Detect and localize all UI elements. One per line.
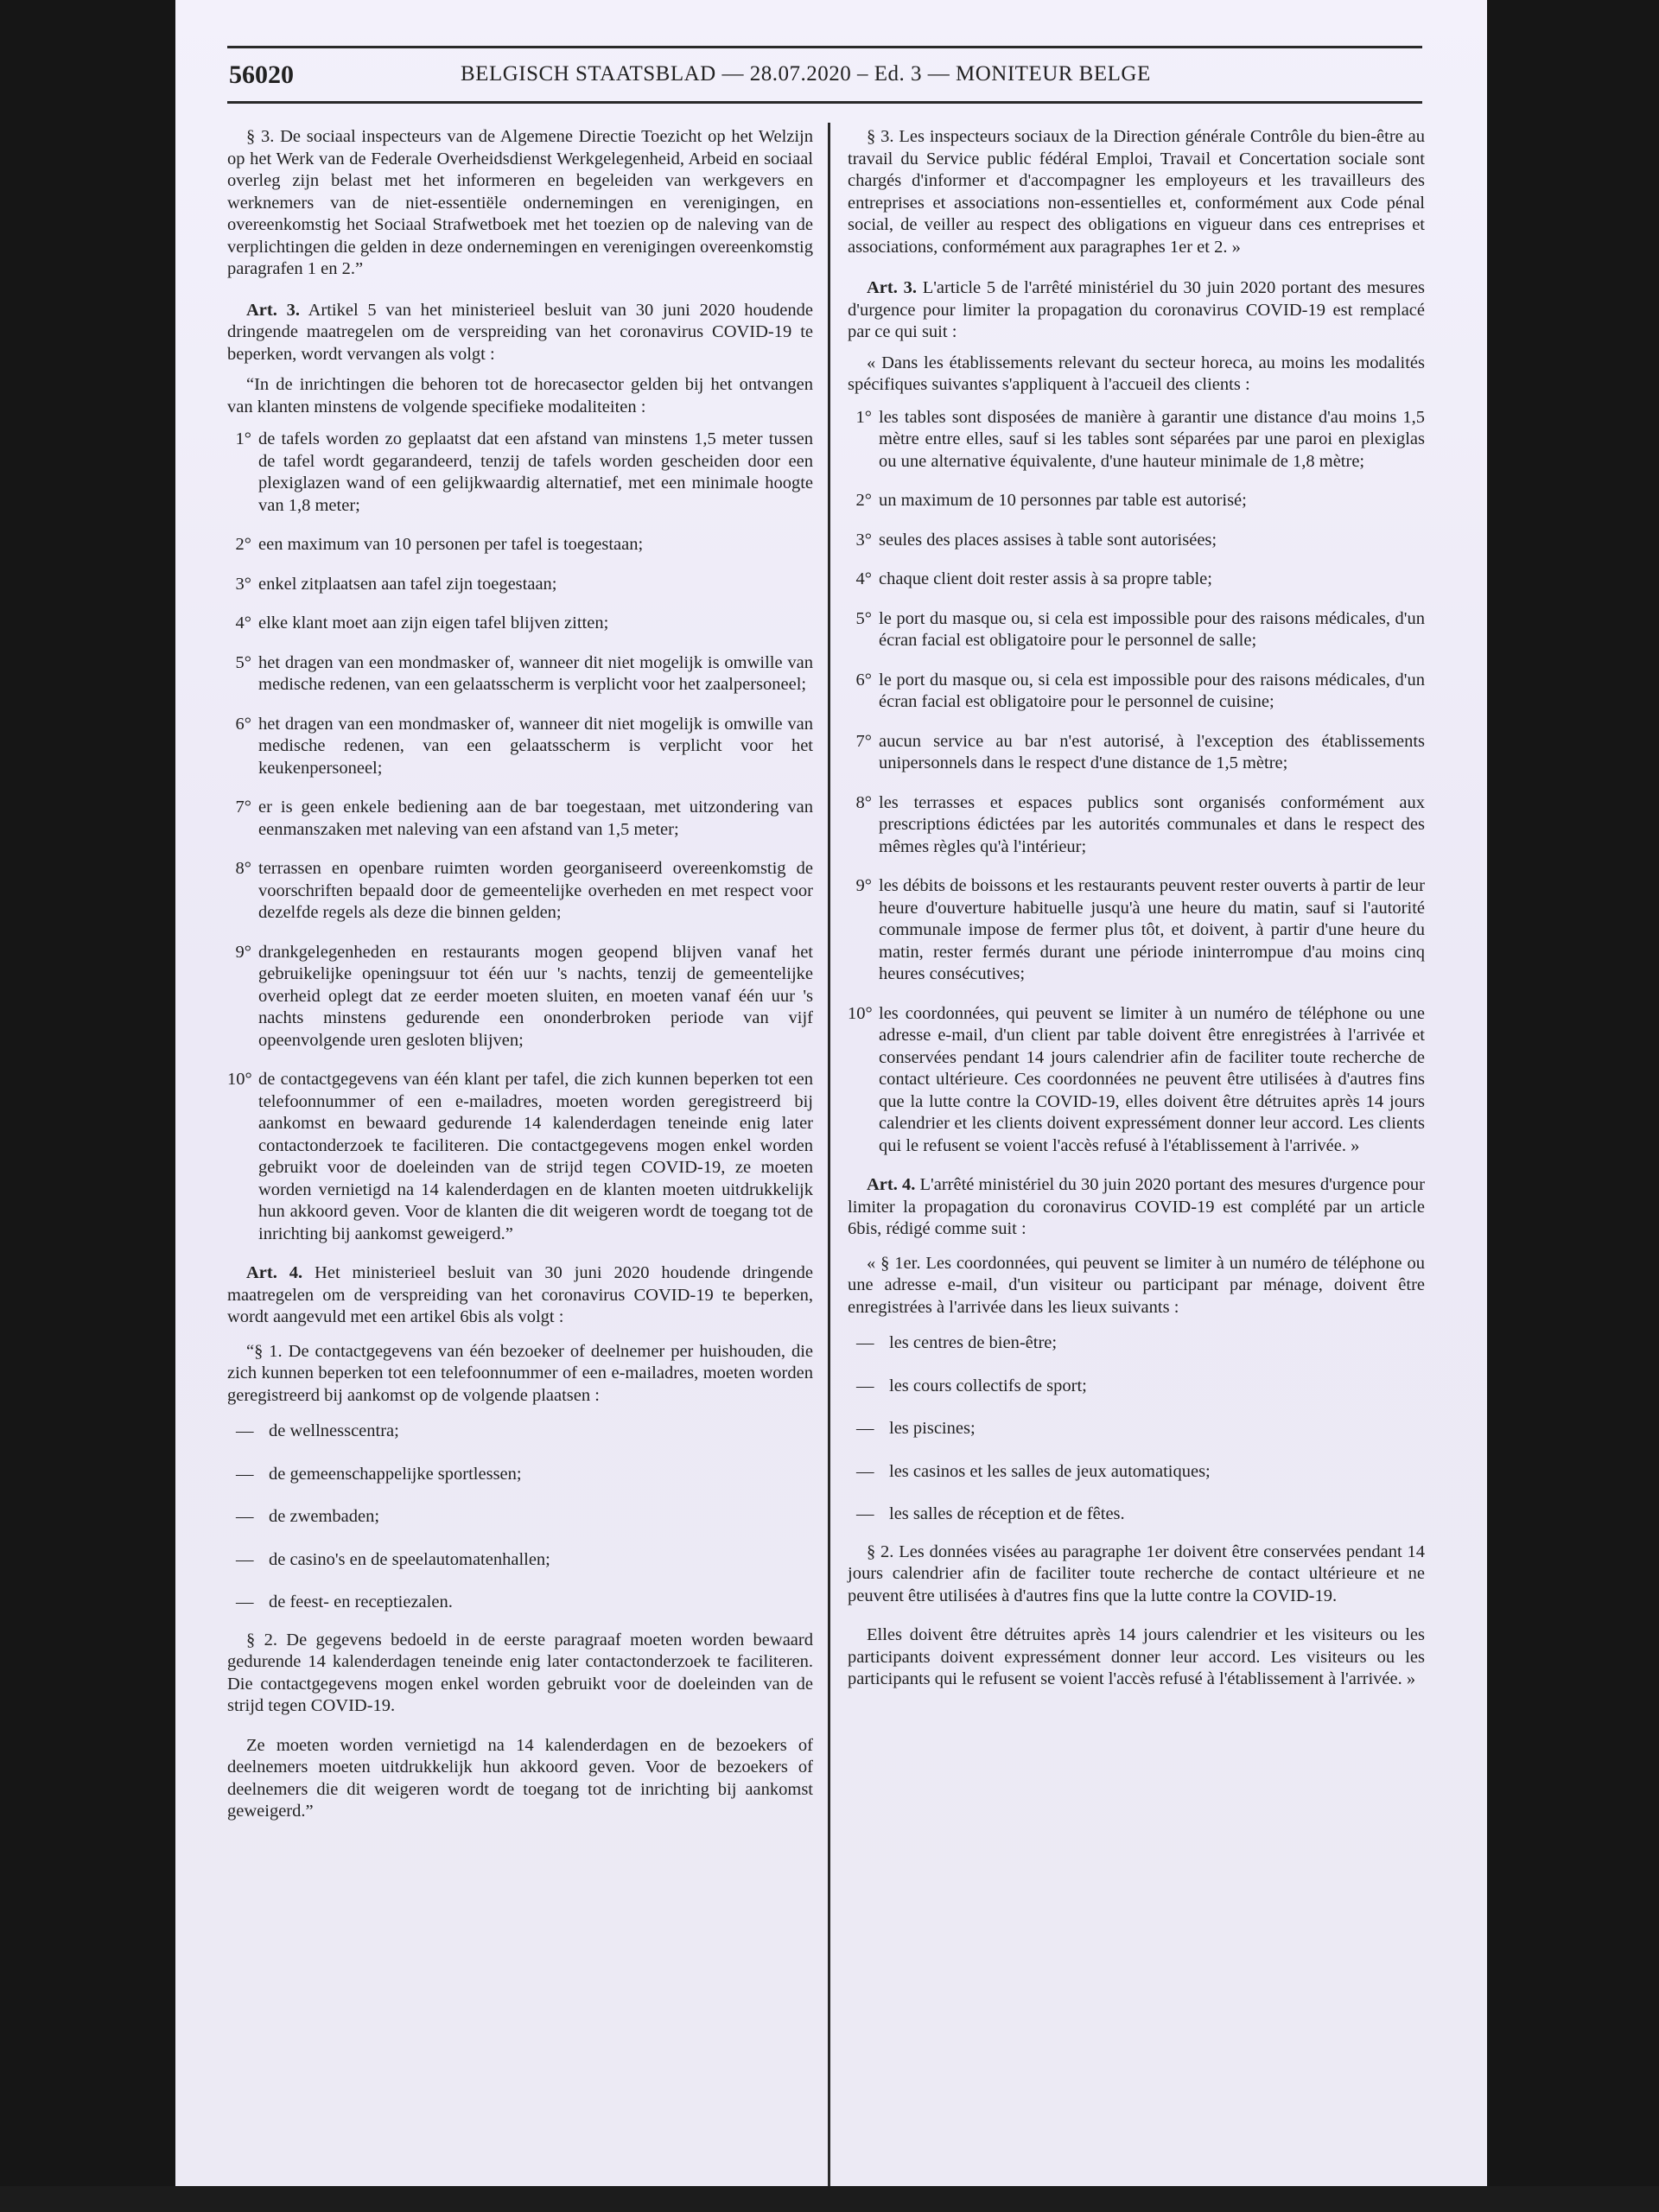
nl-item-2 — [227, 534, 813, 556]
fr-item-5 — [848, 608, 1425, 652]
fr-item-number: 10° — [848, 1003, 873, 1023]
nl-item-number: 8° — [235, 859, 251, 878]
nl-article-3 — [227, 300, 813, 366]
fr-dash-text: les piscines; — [889, 1419, 976, 1438]
fr-art3-intro: « Dans les établissements relevant du secteur horeca, au moins les modalités spécifiques suivantes s'appliquent à l'accueil des clients : — [848, 353, 1425, 394]
nl-article-4 — [227, 1262, 813, 1329]
nl-art4-label: Art. 4. — [246, 1263, 303, 1282]
nl-item-6 — [227, 714, 813, 780]
fr-dash-item: — les piscines; — [848, 1418, 1425, 1440]
fr-item-8 — [848, 792, 1425, 859]
fr-item-text: seules des places assises à table sont autorisées; — [879, 530, 1217, 550]
nl-item-4 — [227, 613, 813, 635]
fr-item-6 — [848, 670, 1425, 714]
fr-item-9 — [848, 875, 1425, 986]
nl-art3-text: Artikel 5 van het ministerieel besluit van 30 juni 2020 houdende dringende maatregelen om de verspreiding van het coronavirus COVID-19 te beperken, wordt vervangen als volgt : — [227, 300, 813, 364]
fr-art4-label: Art. 4. — [867, 1175, 916, 1194]
nl-dash-list — [227, 1421, 813, 1614]
nl-item-text: het dragen van een mondmasker of, wanneer dit niet mogelijk is omwille van medische redenen, van een gelaatsscherm is verplicht voor het keukenpersoneel; — [258, 714, 813, 778]
nl-item-8 — [227, 858, 813, 925]
taskbar — [0, 2186, 1659, 2212]
fr-item-list — [848, 407, 1425, 1158]
fr-item-text: les coordonnées, qui peuvent se limiter à un numéro de téléphone ou une adresse e-mail, d'un client par table doivent être enregistrées à l'arrivée et conservées pendant 14 jours calendrier afin de faciliter toute recherche de contact ultérieure. Ces coordonnées ne peuvent être utilisées à d'autres fins que la lutte contre la COVID-19, elles doivent être détruites après 14 jours calendrier et les clients doivent expressément donner leur accord. Les clients qui le refusent se voient l'accès refusé à l'établissement à l'arrivée. » — [879, 1003, 1425, 1155]
nl-item-text: een maximum van 10 personen per tafel is toegestaan; — [258, 535, 644, 554]
fr-item-2 — [848, 490, 1425, 512]
nl-item-number: 5° — [235, 652, 251, 672]
fr-item-number: 7° — [855, 731, 872, 751]
nl-item-9 — [227, 942, 813, 1052]
fr-item-10 — [848, 1003, 1425, 1158]
nl-item-text: terrassen en openbare ruimten worden georganiseerd overeenkomstig de voorschriften bepaald door de gemeentelijke overheden en met respect voor dezelfde regels als deze die binnen gelden; — [258, 859, 813, 922]
fr-item-number: 4° — [855, 569, 872, 588]
nl-item-3 — [227, 574, 813, 596]
nl-item-text: drankgelegenheden en restaurants mogen geopend blijven vanaf het gebruikelijke openingsuur tot één uur 's nachts, tenzij de gemeentelijke overheid oplegt dat ze eerder moeten sluiten, en moeten vanaf één uur 's nachts minstens gedurende een ononderbroken periode van vijf opeenvolgende uren gesloten blijven; — [258, 942, 813, 1050]
fr-art4-paragraph-3: Elles doivent être détruites après 14 jours calendrier et les visiteurs ou les participants doivent expressément donner leur accord. Les visiteurs ou les participants qui le refusent se voient l'accès refusé à l'établissement à l'arrivée. » — [848, 1625, 1425, 1688]
nl-dash-text: de wellnesscentra; — [269, 1421, 399, 1440]
fr-item-text: chaque client doit rester assis à sa propre table; — [879, 569, 1212, 588]
fr-item-7 — [848, 731, 1425, 775]
fr-dash-list — [848, 1332, 1425, 1526]
nl-dash-item: — de gemeenschappelijke sportlessen; — [227, 1464, 813, 1486]
nl-item-text: de tafels worden zo geplaatst dat een afstand van minstens 1,5 meter tussen de tafel wordt gegarandeerd, tenzij de tafels worden gescheiden door een plexiglazen wand of een gelijkwaardig alternatief, met een minimale hoogte van 1,8 meter; — [258, 429, 813, 515]
fr-dash-text: les cours collectifs de sport; — [889, 1376, 1087, 1395]
fr-item-text: le port du masque ou, si cela est impossible pour des raisons médicales, d'un écran facial est obligatoire pour le personnel de salle; — [879, 608, 1425, 650]
nl-item-number: 6° — [235, 714, 251, 734]
fr-dash-text: les casinos et les salles de jeux automatiques; — [889, 1461, 1211, 1481]
nl-paragraph-3: § 3. De sociaal inspecteurs van de Algemene Directie Toezicht op het Welzijn op het Werk van de Federale Overheidsdienst Werkgelegenheid, Arbeid en sociaal overleg zijn belast met het informeren en begeleiden van werkgevers en werknemers van de niet-essentiële ondernemingen en verenigingen, en overeenkomstig het Sociaal Strafwetboek met het toezien op de naleving van de verplichtingen die gelden in deze ondernemingen en verenigingen overeenkomstig paragrafen 1 en 2.” — [227, 127, 813, 278]
fr-art3-label: Art. 3. — [867, 278, 917, 297]
fr-item-4 — [848, 569, 1425, 591]
fr-item-number: 9° — [855, 876, 872, 895]
nl-art4-paragraph-2: § 2. De gegevens bedoeld in de eerste paragraaf moeten worden bewaard gedurende 14 kalenderdagen teneinde enig later contactonderzoek te faciliteren. Die contactgegevens mogen enkel worden gebruikt voor de doeleinden van de strijd tegen COVID-19. — [227, 1630, 813, 1715]
fr-art4-paragraph-2: § 2. Les données visées au paragraphe 1er doivent être conservées pendant 14 jours calendrier afin de faciliter toute recherche de contact ultérieure et ne peuvent être utilisées à d'autres fins que la lutte contre la COVID-19. — [848, 1541, 1425, 1605]
nl-art4-text: Het ministerieel besluit van 30 juni 2020 houdende dringende maatregelen om de verspreiding van het coronavirus COVID-19 te beperken, wordt aangevuld met een artikel 6bis als volgt : — [227, 1263, 813, 1326]
nl-item-text: er is geen enkele bediening aan de bar toegestaan, met uitzondering van eenmanszaken met naleving van een afstand van 1,5 meter; — [258, 798, 813, 839]
fr-art3-text: L'article 5 de l'arrêté ministériel du 30 juin 2020 portant des mesures d'urgence pour limiter la propagation du coronavirus COVID-19 est remplacé par ce qui suit : — [848, 278, 1426, 341]
document-page — [175, 0, 1487, 2186]
fr-dash-item: — les salles de réception et de fêtes. — [848, 1503, 1425, 1526]
fr-dash-item: — les centres de bien-être; — [848, 1332, 1425, 1355]
fr-item-text: le port du masque ou, si cela est impossible pour des raisons médicales, d'un écran facial est obligatoire pour le personnel de cuisine; — [879, 670, 1425, 711]
fr-item-1 — [848, 407, 1425, 474]
fr-article-4 — [848, 1174, 1425, 1241]
nl-item-10 — [227, 1069, 813, 1245]
fr-item-number: 3° — [855, 530, 872, 550]
nl-item-5 — [227, 652, 813, 696]
fr-dash-text: les salles de réception et de fêtes. — [889, 1504, 1125, 1523]
nl-art3-label: Art. 3. — [246, 300, 300, 320]
nl-item-number: 10° — [227, 1070, 252, 1089]
fr-dash-text: les centres de bien-être; — [889, 1333, 1058, 1352]
nl-item-number: 7° — [235, 798, 251, 817]
fr-art4-paragraph-1: « § 1er. Les coordonnées, qui peuvent se limiter à un numéro de téléphone ou une adresse e-mail, d'un visiteur ou participant par ménage, doivent être enregistrées à l'arrivée dans les lieux suivants : — [848, 1253, 1425, 1317]
fr-item-number: 1° — [855, 407, 872, 427]
nl-item-list — [227, 429, 813, 1245]
fr-item-number: 6° — [855, 670, 872, 690]
nl-item-number: 4° — [235, 613, 251, 632]
fr-dash-item: — les casinos et les salles de jeux automatiques; — [848, 1461, 1425, 1484]
nl-item-7 — [227, 797, 813, 841]
nl-dash-text: de feest- en receptiezalen. — [269, 1592, 453, 1611]
nl-item-1 — [227, 429, 813, 517]
header-rule-bottom — [227, 101, 1422, 104]
nl-dash-item: — de casino's en de speelautomatenhallen; — [227, 1549, 813, 1572]
fr-item-number: 2° — [855, 491, 872, 510]
nl-dash-item: — de zwembaden; — [227, 1506, 813, 1529]
fr-item-3 — [848, 530, 1425, 552]
nl-item-number: 3° — [235, 574, 251, 594]
fr-item-text: les tables sont disposées de manière à garantir une distance d'au moins 1,5 mètre entre elles, sauf si les tables sont séparées par une paroi en plexiglas ou une alternative équivalente, d'une hauteur minimale de 1,8 mètre; — [879, 407, 1425, 471]
nl-item-text: het dragen van een mondmasker of, wanneer dit niet mogelijk is omwille van medische redenen, van een gelaatsscherm is verplicht voor het zaalpersoneel; — [258, 652, 813, 694]
nl-dash-text: de casino's en de speelautomatenhallen; — [269, 1549, 550, 1569]
nl-art4-paragraph-1: “§ 1. De contactgegevens van één bezoeker of deelnemer per huishouden, die zich kunnen beperken tot een telefoonnummer of een e-mailadres, moeten worden geregistreerd bij aankomst op de volgende plaatsen : — [227, 1341, 813, 1405]
fr-paragraph-3: § 3. Les inspecteurs sociaux de la Direction générale Contrôle du bien-être au travail du Service public fédéral Emploi, Travail et Concertation sociale sont chargés d'informer et d'accompagner les employeurs et les travailleurs des entreprises et associations non-essentielles et, conformément aux Code pénal social, de veiller au respect des obligations en vigueur dans ces entreprises et associations, conformément aux paragraphes 1er et 2. » — [848, 127, 1425, 257]
nl-dash-text: de zwembaden; — [269, 1507, 380, 1526]
header-rule-top — [227, 46, 1422, 48]
nl-dash-text: de gemeenschappelijke sportlessen; — [269, 1464, 522, 1484]
fr-item-text: les débits de boissons et les restaurants peuvent rester ouverts à partir de leur heure d'ouverture habituelle jusqu'à une heure du matin, sauf si l'autorité communale impose de fermer plus tôt, et doivent, à partir d'une heure du matin, rester fermés durant une période ininterrompue d'au moins cinq heures consécutives; — [879, 876, 1425, 983]
nl-item-text: elke klant moet aan zijn eigen tafel blijven zitten; — [258, 613, 609, 632]
nl-dash-item: — de wellnesscentra; — [227, 1421, 813, 1443]
fr-article-3 — [848, 277, 1425, 344]
page-number: 56020 — [229, 60, 294, 89]
fr-item-text: les terrasses et espaces publics sont organisés conformément aux prescriptions édictées par les autorités communales et dans le respect des mêmes règles qu'à l'intérieur; — [879, 792, 1425, 856]
nl-item-number: 9° — [235, 942, 251, 962]
fr-dash-item: — les cours collectifs de sport; — [848, 1376, 1425, 1398]
running-head: BELGISCH STAATSBLAD — 28.07.2020 – Ed. 3 — MONITEUR BELGE — [461, 62, 1151, 86]
fr-item-text: aucun service au bar n'est autorisé, à l'exception des établissements unipersonnels dans le respect d'une distance de 1,5 mètre; — [879, 731, 1425, 772]
nl-art3-intro: “In de inrichtingen die behoren tot de horecasector gelden bij het ontvangen van klanten minstens de volgende specifieke modaliteiten : — [227, 375, 813, 416]
fr-item-text: un maximum de 10 personnes par table est autorisé; — [879, 491, 1247, 510]
nl-item-text: de contactgegevens van één klant per tafel, die zich kunnen beperken tot een telefoonnummer of een e-mailadres, moeten worden geregistreerd bij aankomst en bewaard gedurende 14 kalenderdagen teneinde enig later contactonderzoek te faciliteren. Die contactgegevens mogen enkel worden gebruikt voor de doeleinden van de strijd tegen COVID-19, ze moeten worden vernietigd na 14 kalenderdagen en de klanten moeten uitdrukkelijk hun akkoord geven. Voor de klanten die dit weigeren wordt de toegang tot de inrichting bij aankomst geweigerd.” — [258, 1070, 813, 1243]
nl-item-number: 1° — [235, 429, 251, 448]
fr-item-number: 8° — [855, 792, 872, 812]
fr-art4-text: L'arrêté ministériel du 30 juin 2020 portant des mesures d'urgence pour limiter la propagation du coronavirus COVID-19 est complété par un article 6bis, rédigé comme suit : — [848, 1175, 1425, 1238]
nl-dash-item: — de feest- en receptiezalen. — [227, 1592, 813, 1614]
fr-item-number: 5° — [855, 608, 872, 628]
column-divider — [828, 123, 830, 2186]
nl-art4-paragraph-3: Ze moeten worden vernietigd na 14 kalenderdagen en de bezoekers of deelnemers moeten uitdrukkelijk hun akkoord geven. Voor de bezoekers of deelnemers die dit weigeren wordt de toegang tot de inrichting bij aankomst geweigerd.” — [227, 1735, 813, 1821]
french-column — [848, 126, 1425, 1691]
nl-item-number: 2° — [235, 535, 251, 554]
dutch-column — [227, 126, 813, 1823]
nl-item-text: enkel zitplaatsen aan tafel zijn toegestaan; — [258, 574, 557, 594]
